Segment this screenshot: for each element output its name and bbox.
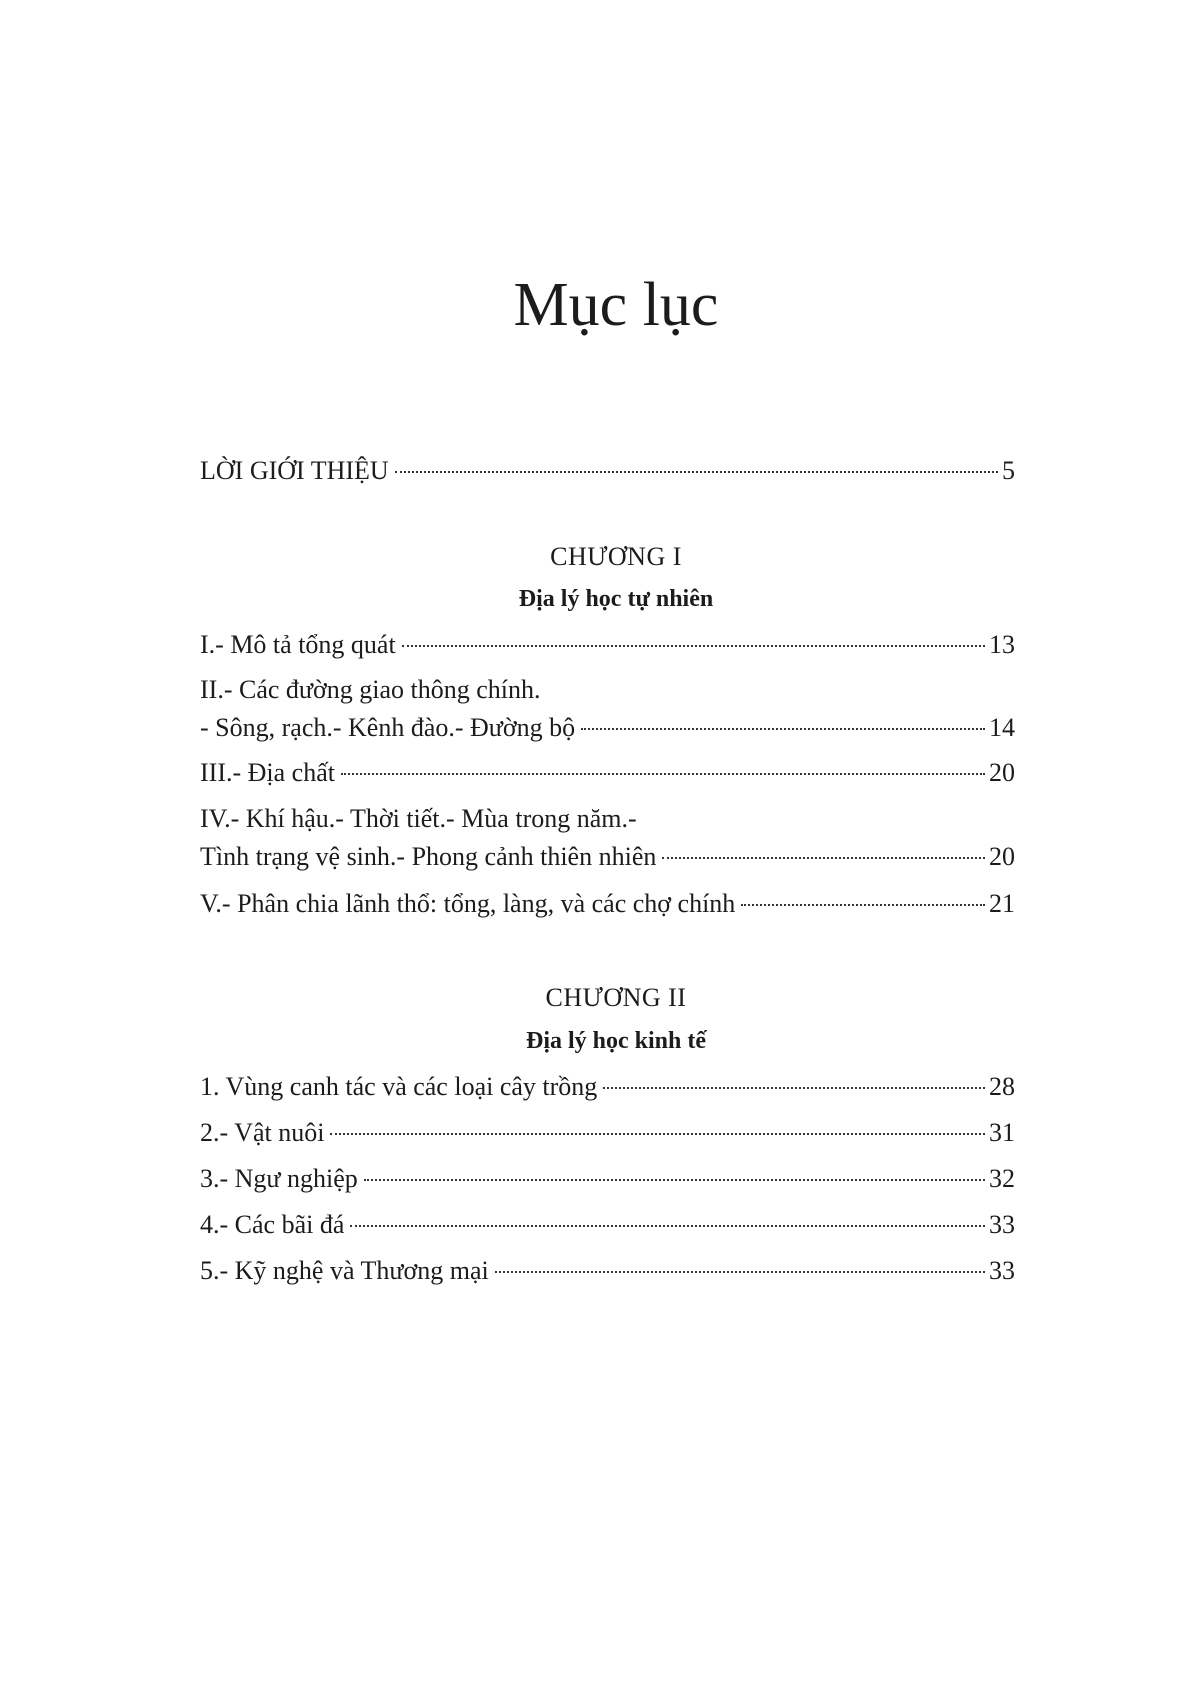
toc-entry[interactable]	[200, 1255, 1015, 1287]
toc-page-number: 5	[1002, 456, 1015, 485]
toc-entry-label: 2.- Vật nuôi	[200, 1118, 325, 1147]
chapter-heading: CHƯƠNG I	[550, 542, 682, 571]
toc-entry-label: Tình trạng vệ sinh.- Phong cảnh thiên nhiên	[200, 842, 657, 871]
toc-page-number: 13	[989, 630, 1015, 659]
toc-entry-label: - Sông, rạch.- Kênh đào.- Đường bộ	[200, 713, 576, 742]
toc-page-number: 33	[989, 1256, 1015, 1285]
dot-leader	[603, 1087, 985, 1089]
dot-leader	[395, 471, 998, 473]
chapter-heading: CHƯƠNG II	[545, 983, 687, 1012]
toc-entry-label: 1. Vùng canh tác và các loại cây trồng	[200, 1072, 598, 1101]
dot-leader	[330, 1133, 985, 1135]
toc-page-number: 32	[989, 1164, 1015, 1193]
toc-entry[interactable]	[200, 1117, 1015, 1149]
toc-entry[interactable]	[200, 1209, 1015, 1241]
dot-leader	[495, 1271, 985, 1273]
toc-entry[interactable]	[200, 888, 1015, 920]
toc-page-number: 20	[989, 758, 1015, 787]
dot-leader	[662, 857, 985, 859]
page-title: Mục lục	[513, 270, 719, 339]
toc-entry-label: III.- Địa chất	[200, 758, 335, 787]
toc-entry-label: 3.- Ngư nghiệp	[200, 1164, 358, 1193]
dot-leader	[402, 645, 985, 647]
toc-entry[interactable]	[200, 1163, 1015, 1195]
dot-leader	[350, 1225, 985, 1227]
toc-entry-intro[interactable]	[200, 455, 1015, 487]
toc-page-number: 31	[989, 1118, 1015, 1147]
dot-leader	[741, 904, 985, 906]
toc-page-number: 20	[989, 842, 1015, 871]
toc-entry[interactable]	[200, 841, 1015, 873]
toc-entry[interactable]	[200, 712, 1015, 744]
dot-leader	[341, 773, 985, 775]
toc-entry-label: 4.- Các bãi đá	[200, 1210, 345, 1239]
toc-page-number: 21	[989, 889, 1015, 918]
dot-leader	[581, 728, 985, 730]
toc-entry-label: V.- Phân chia lãnh thổ: tổng, làng, và các chợ chính	[200, 889, 736, 918]
toc-entry[interactable]	[200, 757, 1015, 789]
toc-page-number: 28	[989, 1072, 1015, 1101]
toc-entry[interactable]	[200, 629, 1015, 661]
toc-page-number: 14	[989, 713, 1015, 742]
toc-entry-label: I.- Mô tả tổng quát	[200, 630, 396, 659]
chapter-subtitle: Địa lý học tự nhiên	[518, 586, 714, 612]
toc-entry-line[interactable]: II.- Các đường giao thông chính.	[200, 675, 541, 704]
toc-entry[interactable]	[200, 1071, 1015, 1103]
toc-entry-label: 5.- Kỹ nghệ và Thương mại	[200, 1256, 489, 1285]
toc-page-number: 33	[989, 1210, 1015, 1239]
chapter-subtitle: Địa lý học kinh tế	[525, 1028, 707, 1054]
dot-leader	[364, 1179, 985, 1181]
toc-entry-line[interactable]: IV.- Khí hậu.- Thời tiết.- Mùa trong năm.-	[200, 804, 637, 833]
toc-entry-label: LỜI GIỚI THIỆU	[200, 456, 389, 485]
